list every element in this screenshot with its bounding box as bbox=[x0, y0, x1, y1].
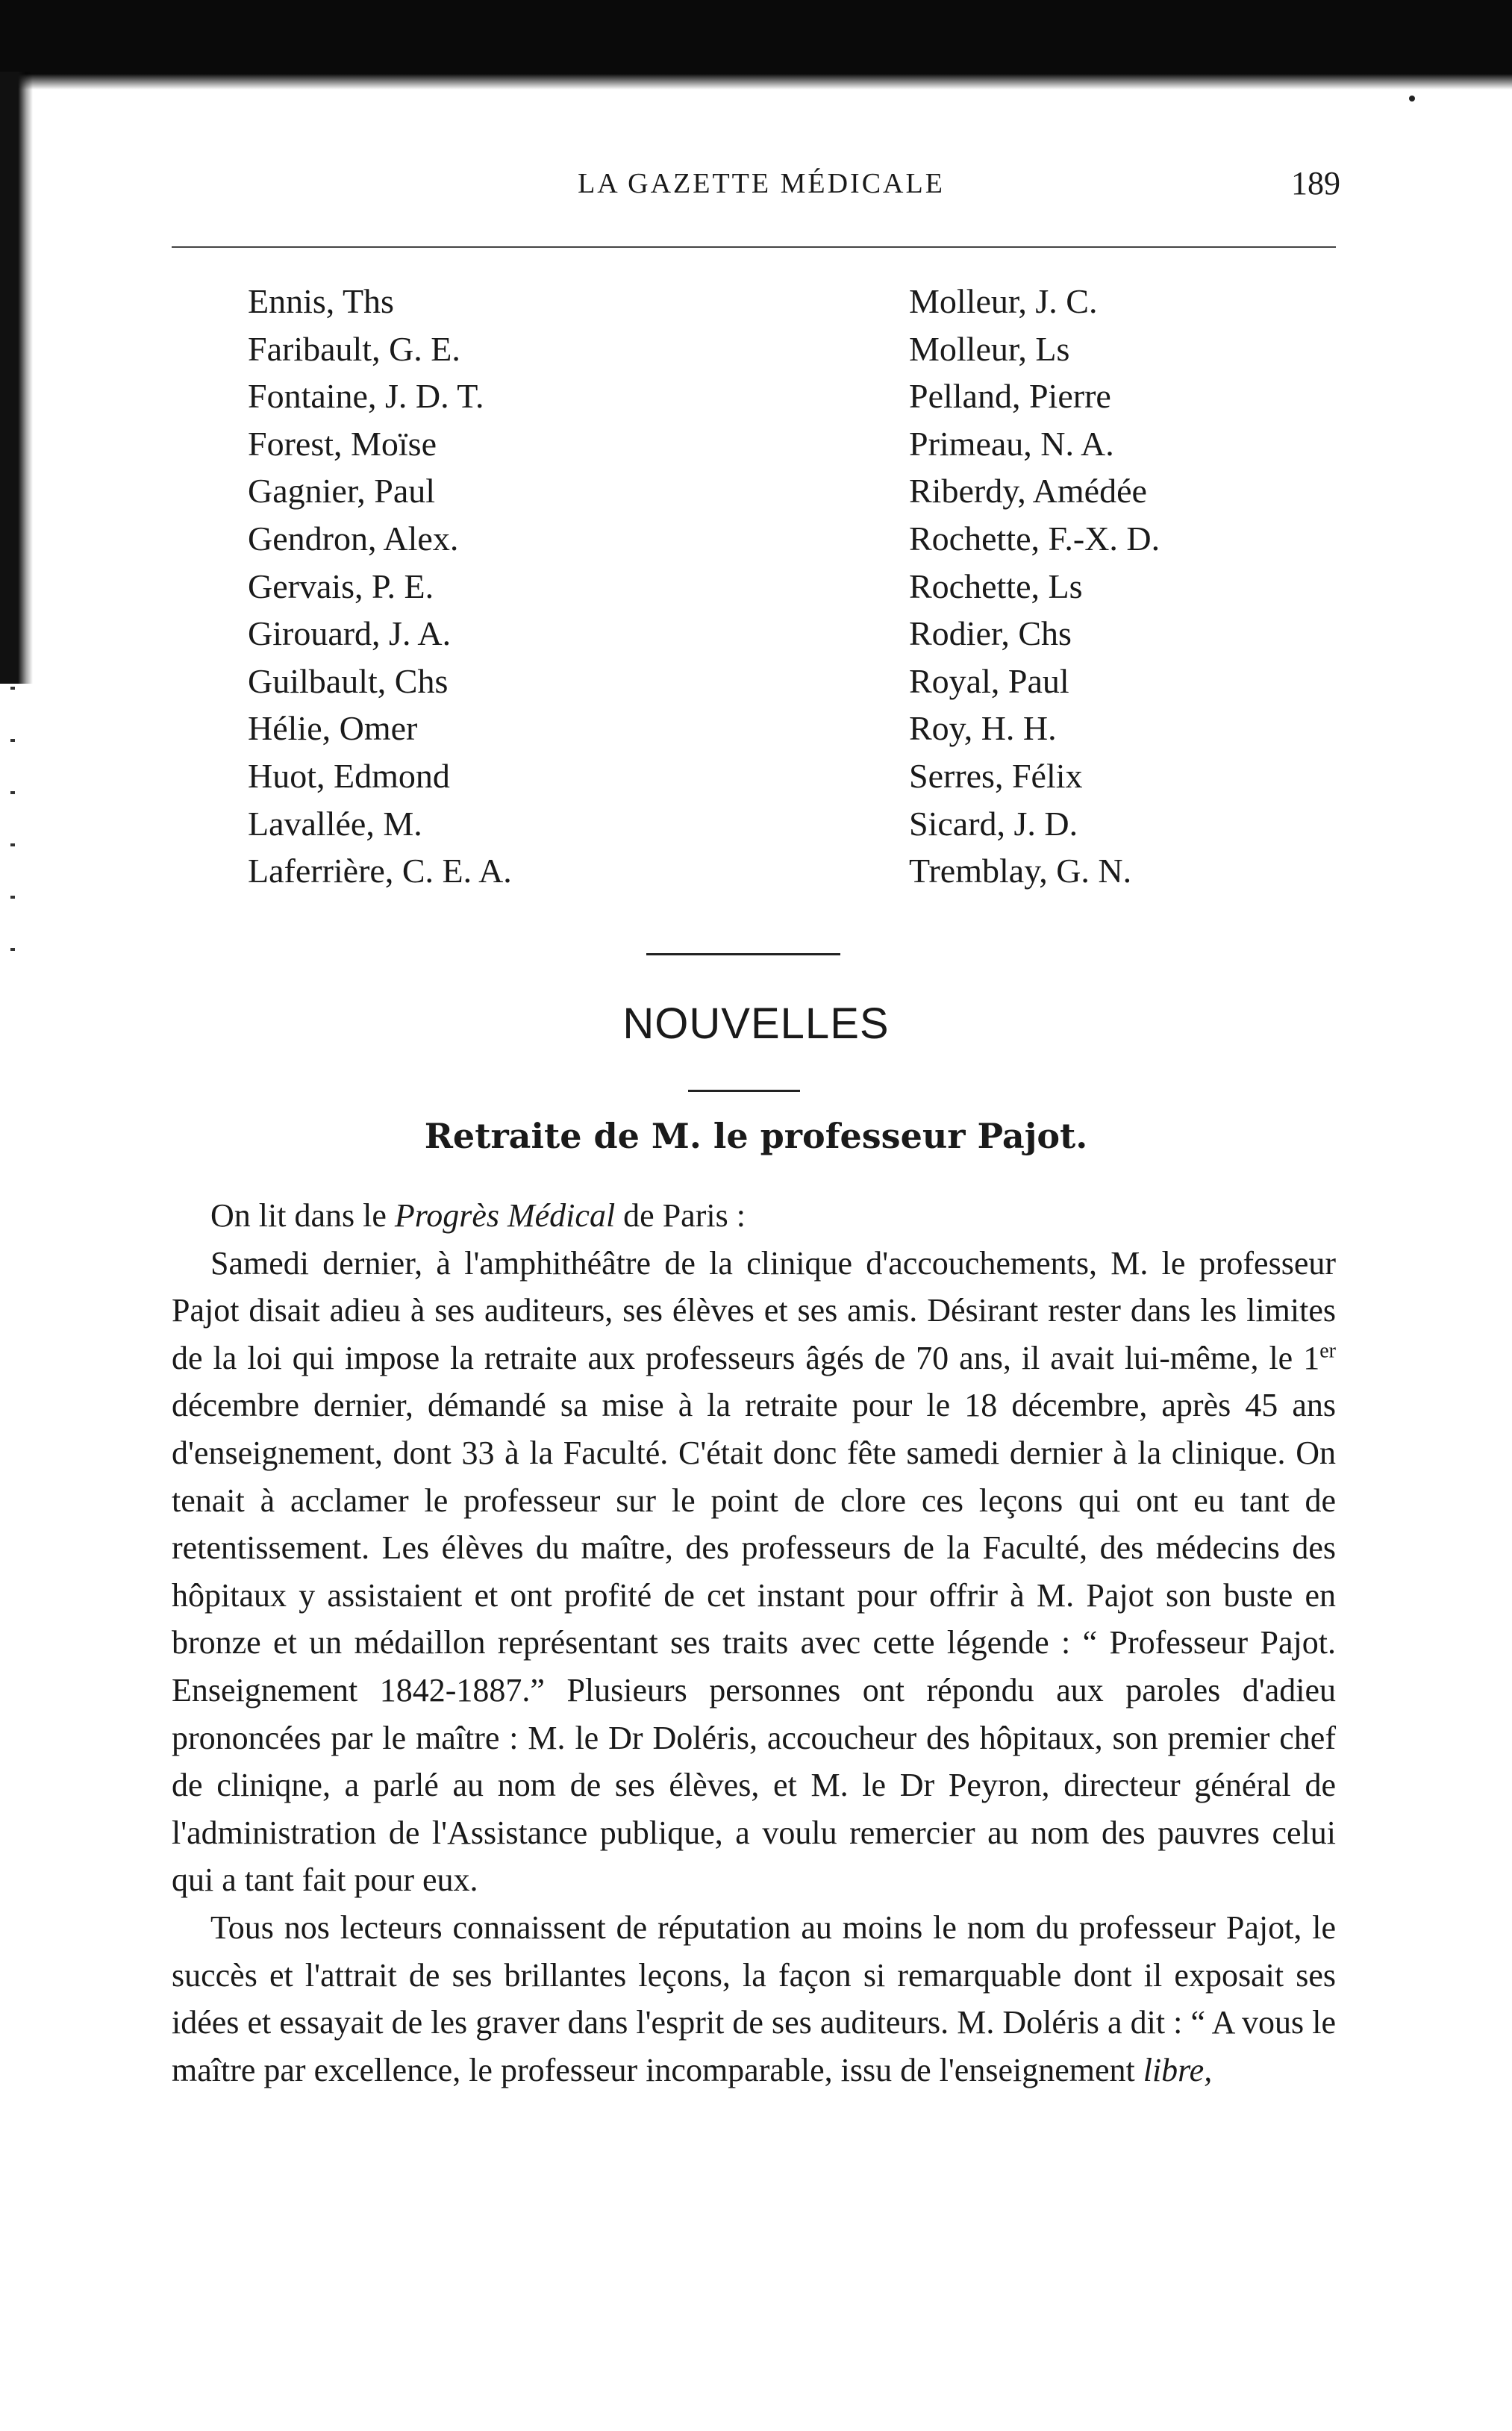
paragraph-text: décembre dernier, démandé sa mise à la retraite pour le 18 décembre, après 45 ans d'enseignement, dont 33 à la Faculté. C'était donc fête samedi dernier à la clinique. On tenait à acclamer le professeur sur le point de clore ces leçons qui ont eu tant de retentissement. Les élèves du maître, des professeurs de la Faculté, des médecins des hôpitaux y assistaient et ont profité de cet instant pour offrir à M. Pajot son buste en bronze et un médaillon représentant ses traits avec cette légende : “ Professeur Pajot. Enseignement 1842-1887.” Plusieurs personnes ont répondu aux paroles d'adieu prononcées par le maître : M. le Dr Doléris, accoucheur des hôpitaux, son premier chef de cliniqne, a parlé au nom de ses élèves, et M. le Dr Peyron, directeur général de l'administration de l'Assistance publique, a voulu remercier au nom des pauvres celui qui a tant fait pour eux. bbox=[172, 1387, 1336, 1899]
list-item: Rodier, Chs bbox=[909, 614, 1072, 653]
article-heading: Retraite de M. le professeur Pajot. bbox=[424, 1116, 1088, 1156]
section-divider bbox=[646, 953, 840, 955]
intro-text-end: de Paris : bbox=[615, 1197, 746, 1234]
section-heading: NOUVELLES bbox=[622, 999, 890, 1048]
list-item: Roy, H. H. bbox=[909, 709, 1057, 748]
list-item: Faribault, G. E. bbox=[248, 329, 460, 368]
list-item: Fontaine, J. D. T. bbox=[248, 377, 484, 416]
list-item: Rochette, F.-X. D. bbox=[909, 519, 1160, 558]
page-number: 189 bbox=[1291, 165, 1340, 202]
scan-border-top bbox=[0, 0, 1512, 72]
ordinal-superscript: er bbox=[1319, 1339, 1336, 1363]
list-item: Pelland, Pierre bbox=[909, 377, 1111, 416]
list-item: Lavallée, M. bbox=[248, 804, 422, 843]
paragraph bbox=[172, 1240, 1336, 1904]
list-item: Hélie, Omer bbox=[248, 709, 418, 748]
list-item: Gendron, Alex. bbox=[248, 519, 459, 558]
scan-border-shadow bbox=[0, 67, 1512, 90]
list-item: Tremblay, G. N. bbox=[909, 852, 1132, 890]
journal-title: LA GAZETTE MÉDICALE bbox=[578, 168, 945, 199]
paragraph bbox=[172, 1904, 1336, 2094]
list-item: Ennis, Ths bbox=[248, 282, 394, 320]
list-item: Sicard, J. D. bbox=[909, 804, 1078, 843]
list-item: Gervais, P. E. bbox=[248, 567, 434, 605]
list-item: Guilbault, Chs bbox=[248, 661, 449, 700]
list-item: Molleur, Ls bbox=[909, 329, 1070, 368]
header-rule bbox=[172, 246, 1336, 248]
italic-word: libre, bbox=[1143, 2051, 1213, 2088]
scan-border-left bbox=[0, 72, 33, 684]
article-body bbox=[172, 1192, 1336, 2094]
scan-specks bbox=[10, 687, 15, 985]
names-list-right bbox=[909, 278, 1160, 895]
source-title: Progrès Médical bbox=[394, 1197, 616, 1234]
list-item: Molleur, J. C. bbox=[909, 282, 1098, 320]
list-item: Huot, Edmond bbox=[248, 756, 450, 795]
list-item: Gagnier, Paul bbox=[248, 472, 436, 511]
scan-dot bbox=[1409, 96, 1415, 102]
list-item: Laferrière, C. E. A. bbox=[248, 852, 512, 890]
names-list-left bbox=[248, 278, 512, 895]
list-item: Girouard, J. A. bbox=[248, 614, 452, 653]
list-item: Rochette, Ls bbox=[909, 567, 1083, 605]
intro-line bbox=[172, 1192, 1336, 1240]
paragraph-text: Samedi dernier, à l'amphithéâtre de la clinique d'accouchements, M. le professeur Pajot disait adieu à ses auditeurs, ses élèves et ses amis. Désirant rester dans les limites de la loi qui impose la retraite aux professeurs âgés de 70 ans, il avait lui-même, le 1 bbox=[172, 1244, 1336, 1376]
intro-text: On lit dans le bbox=[210, 1197, 395, 1234]
paragraph-text: Tous nos lecteurs connaissent de réputation au moins le nom du professeur Pajot, le succès et l'attrait de ses brillantes leçons, la façon si remarquable dont il exposait ses idées et essayait de les graver dans l'esprit de ses auditeurs. M. Doléris a dit : “ A vous le maître par excellence, le professeur incomparable, issu de l'enseignement bbox=[172, 1909, 1336, 2088]
list-item: Riberdy, Amédée bbox=[909, 472, 1147, 511]
list-item: Royal, Paul bbox=[909, 661, 1069, 700]
list-item: Serres, Félix bbox=[909, 756, 1083, 795]
heading-divider bbox=[688, 1090, 800, 1092]
list-item: Forest, Moïse bbox=[248, 424, 437, 463]
running-header bbox=[172, 167, 1351, 212]
list-item: Primeau, N. A. bbox=[909, 424, 1114, 463]
